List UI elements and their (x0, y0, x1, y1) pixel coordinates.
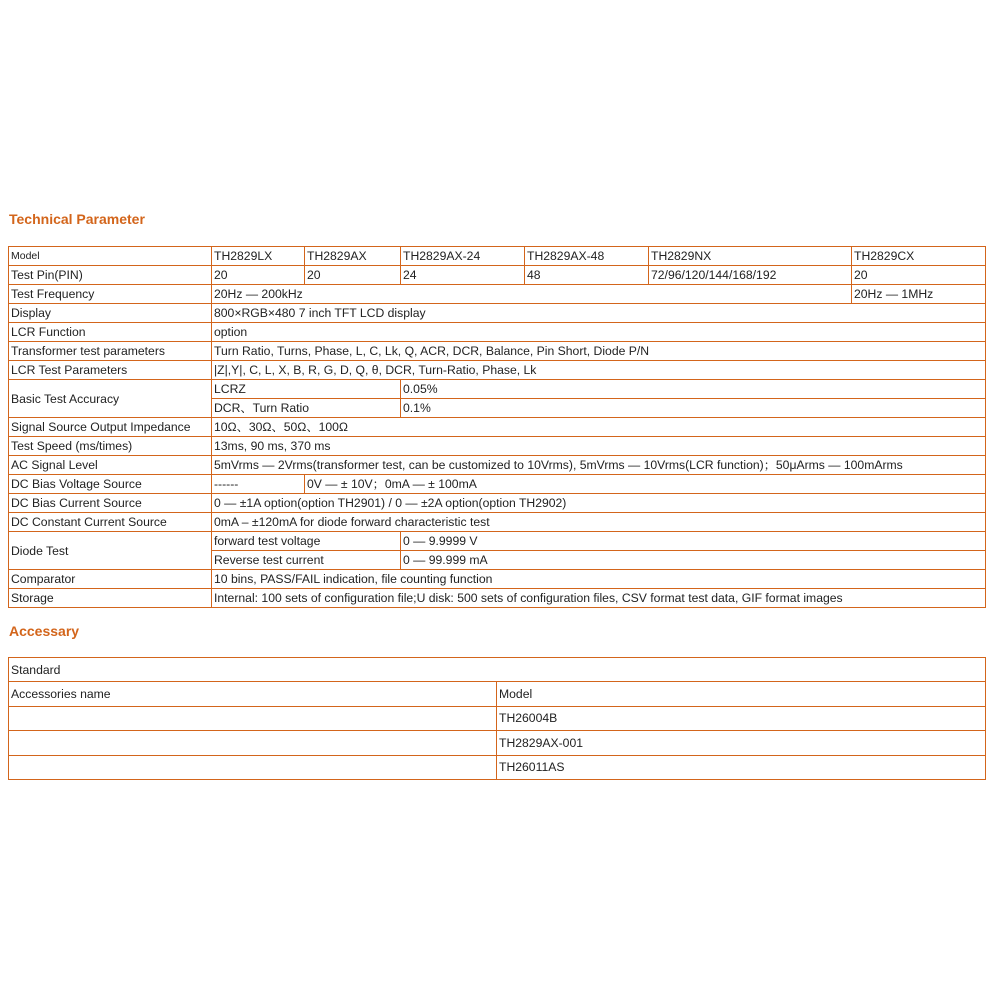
dc-bias-voltage-left: ------ (212, 475, 305, 494)
acc-col-name: Accessories name (9, 682, 497, 706)
row-ac-signal (9, 456, 986, 475)
test-pin-lx: 20 (212, 266, 305, 285)
dc-constant-current-value: 0mA – ±120mA for diode forward characteristic test (212, 513, 986, 532)
row-basic-accuracy-1 (9, 380, 986, 399)
basic-accuracy-dcr-value: 0.1% (401, 399, 986, 418)
label-storage: Storage (9, 589, 212, 608)
lcr-function-value: option (212, 323, 986, 342)
row-lcr-function (9, 323, 986, 342)
model-th2829ax-24: TH2829AX-24 (401, 247, 525, 266)
accessary-title: Accessary (9, 623, 80, 639)
ac-signal-value: 5mVrms — 2Vrms(transformer test, can be customized to 10Vrms), 5mVrms — 10Vrms(LCR function)；50μArms — 100mArms (212, 456, 986, 475)
label-test-pin: Test Pin(PIN) (9, 266, 212, 285)
acc-model-cell: TH26011AS (497, 755, 986, 779)
row-dc-constant-current (9, 513, 986, 532)
row-test-speed (9, 437, 986, 456)
label-dc-bias-voltage: DC Bias Voltage Source (9, 475, 212, 494)
diode-forward-value: 0 — 9.9999 V (401, 532, 986, 551)
label-dc-bias-current: DC Bias Current Source (9, 494, 212, 513)
label-lcr-function: LCR Function (9, 323, 212, 342)
technical-parameter-title: Technical Parameter (9, 211, 145, 227)
row-diode-test-1 (9, 532, 986, 551)
test-frequency-cx: 20Hz — 1MHz (852, 285, 986, 304)
acc-name-cell (9, 706, 497, 730)
test-pin-ax: 20 (305, 266, 401, 285)
acc-row-header (9, 682, 986, 706)
acc-col-model: Model (497, 682, 986, 706)
label-test-speed: Test Speed (ms/times) (9, 437, 212, 456)
row-comparator (9, 570, 986, 589)
label-ac-signal: AC Signal Level (9, 456, 212, 475)
acc-standard-label: Standard (9, 658, 986, 682)
label-lcr-params: LCR Test Parameters (9, 361, 212, 380)
row-lcr-params (9, 361, 986, 380)
label-transformer-params: Transformer test parameters (9, 342, 212, 361)
label-comparator: Comparator (9, 570, 212, 589)
row-storage (9, 589, 986, 608)
test-speed-value: 13ms, 90 ms, 370 ms (212, 437, 986, 456)
diode-reverse-value: 0 — 99.999 mA (401, 551, 986, 570)
test-pin-cx: 20 (852, 266, 986, 285)
basic-accuracy-dcr-name: DCR、Turn Ratio (212, 399, 401, 418)
label-display: Display (9, 304, 212, 323)
dc-bias-voltage-right: 0V — ± 10V；0mA — ± 100mA (305, 475, 986, 494)
comparator-value: 10 bins, PASS/FAIL indication, file counting function (212, 570, 986, 589)
diode-reverse-name: Reverse test current (212, 551, 401, 570)
label-output-impedance: Signal Source Output Impedance (9, 418, 212, 437)
model-th2829nx: TH2829NX (649, 247, 852, 266)
diode-forward-name: forward test voltage (212, 532, 401, 551)
basic-accuracy-lcrz-value: 0.05% (401, 380, 986, 399)
row-test-frequency (9, 285, 986, 304)
technical-parameter-table (8, 246, 986, 608)
display-value: 800×RGB×480 7 inch TFT LCD display (212, 304, 986, 323)
output-impedance-value: 10Ω、30Ω、50Ω、100Ω (212, 418, 986, 437)
lcr-params-value: |Z|,Y|, C, L, X, B, R, G, D, Q, θ, DCR, Turn-Ratio, Phase, Lk (212, 361, 986, 380)
model-th2829ax-48: TH2829AX-48 (525, 247, 649, 266)
label-basic-accuracy: Basic Test Accuracy (9, 380, 212, 418)
test-frequency-main: 20Hz — 200kHz (212, 285, 852, 304)
acc-name-cell (9, 731, 497, 755)
row-dc-bias-current (9, 494, 986, 513)
accessory-table (8, 657, 986, 780)
table-row (9, 706, 986, 730)
label-model: Model (9, 247, 212, 266)
row-output-impedance (9, 418, 986, 437)
basic-accuracy-lcrz-name: LCRZ (212, 380, 401, 399)
label-test-frequency: Test Frequency (9, 285, 212, 304)
table-row (9, 731, 986, 755)
row-display (9, 304, 986, 323)
model-th2829ax: TH2829AX (305, 247, 401, 266)
label-diode-test: Diode Test (9, 532, 212, 570)
row-model (9, 247, 986, 266)
test-pin-ax-48: 48 (525, 266, 649, 285)
transformer-params-value: Turn Ratio, Turns, Phase, L, C, Lk, Q, ACR, DCR, Balance, Pin Short, Diode P/N (212, 342, 986, 361)
storage-value: Internal: 100 sets of configuration file;U disk: 500 sets of configuration files, CSV format test data, GIF format images (212, 589, 986, 608)
acc-row-standard (9, 658, 986, 682)
acc-model-cell: TH2829AX-001 (497, 731, 986, 755)
table-row (9, 755, 986, 779)
row-transformer-params (9, 342, 986, 361)
row-test-pin (9, 266, 986, 285)
test-pin-nx: 72/96/120/144/168/192 (649, 266, 852, 285)
model-th2829lx: TH2829LX (212, 247, 305, 266)
dc-bias-current-value: 0 — ±1A option(option TH2901) / 0 — ±2A option(option TH2902) (212, 494, 986, 513)
test-pin-ax-24: 24 (401, 266, 525, 285)
label-dc-constant-current: DC Constant Current Source (9, 513, 212, 532)
acc-model-cell: TH26004B (497, 706, 986, 730)
row-dc-bias-voltage (9, 475, 986, 494)
acc-name-cell (9, 755, 497, 779)
model-th2829cx: TH2829CX (852, 247, 986, 266)
